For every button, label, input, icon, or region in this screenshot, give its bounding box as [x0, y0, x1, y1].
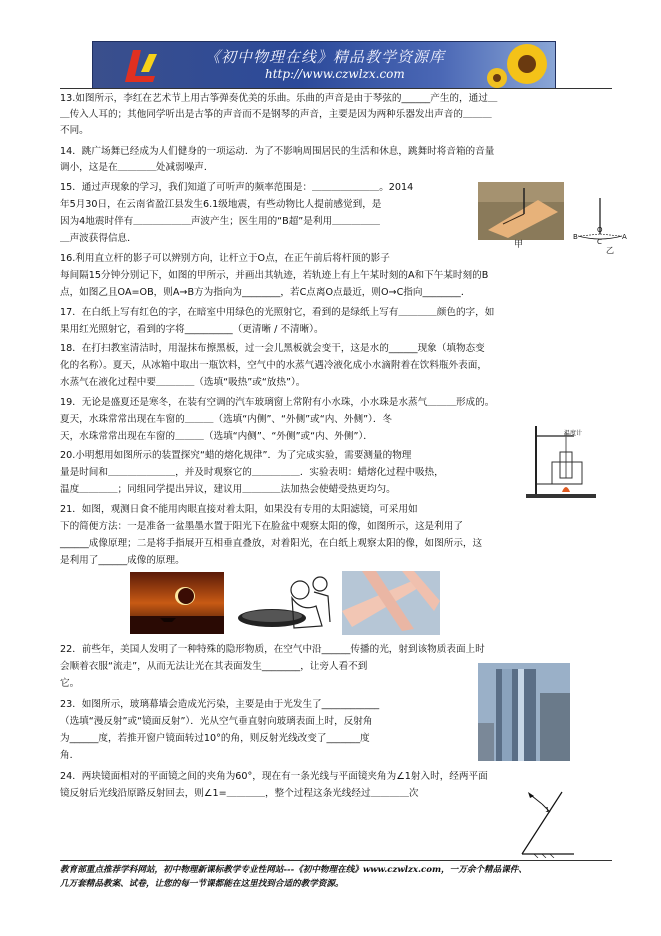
q15-line-3: 因为4地震时伴有＿＿＿＿＿＿声波产生；医生用的“B超”是利用＿＿＿＿＿: [60, 216, 381, 227]
q24-line-2: 镜反射后光线沿原路反射回去，则∠1=＿＿＿＿，整个过程这条光线经过＿＿＿＿次: [60, 788, 419, 799]
footer-line-2: 几万套精品教案、试卷，让您的每一节课都能在这里找到合适的教学资源。: [60, 879, 344, 889]
q19-line-2: 夏天，水珠常常出现在车窗的＿＿＿（选填“内侧”、“外侧”或“内、外侧”）．冬: [60, 414, 393, 425]
fig16-label-jia: 甲: [514, 240, 524, 250]
q20-line-3: 温度＿＿＿＿；同组同学提出异议，建议用＿＿＿＿法加热会使蜡受热更均匀。: [60, 484, 396, 495]
q22-line-2: 会顺着衣服“流走”，从而无法让光在其表面发生________，让旁人看不到: [60, 661, 368, 672]
fig16-label-yi: 乙: [606, 246, 614, 255]
q22-line-1: 22．前些年，美国人发明了一种特殊的隐形物质，在空气中沿______传播的光，射到该物质表面上时: [60, 644, 485, 655]
q21-line-4: 是利用了______成像的原理。: [60, 555, 185, 566]
q15-line-4: ＿声波获得信息．: [60, 233, 137, 244]
q18-line-2: 化的名称）。夏天，从冰箱中取出一瓶饮料，空气中的水蒸气遇冷液化成小水滴附着在饮料瓶外表面，: [60, 360, 487, 371]
basin-observation-drawing: [232, 572, 336, 634]
q17-line-2: 果用红光照射它，看到的字将__________（更清晰 / 不清晰）。: [60, 324, 324, 335]
q21-line-2: 下的简便方法：一是准备一盆墨墨水置于阳光下在脸盆中观察太阳的像，如图所示，这是利用了: [60, 521, 463, 532]
fig16-label-o: O: [597, 226, 603, 234]
q23-line-2: （选填“漫反射”或“镜面反射”）．光从空气垂直射向玻璃表面上时，反射角: [60, 716, 373, 727]
q20-line-2: 量是时间和＿＿＿＿＿＿＿，并及时观察它的＿＿＿＿＿．实验表明：蜡熔化过程中吸热，: [60, 467, 444, 478]
q18-line-1: 18．在打扫教室清洁时，用湿抹布擦黑板，过一会儿黑板就会变干，这是水的______现象（填物态变: [60, 343, 485, 354]
q20-line-1: 20.小明想用如图所示的装置探究“蜡的熔化规律”．为了完成实验，需要测量的物理: [60, 450, 412, 461]
sunflower-image: [485, 42, 555, 88]
q22-line-3: 它。: [60, 678, 80, 689]
q23-line-4: 角．: [60, 750, 80, 761]
q13-line-2: ＿传入人耳的；其他同学听出是古筝的声音而不是钢琴的声音，主要是因为两种乐器发出声音的＿＿＿: [60, 109, 492, 120]
header-banner: [92, 41, 556, 89]
q23-line-3: 为______度，若推开窗户镜面转过10°的角，则反射光线改变了_______度: [60, 733, 370, 744]
fig20-label-thermometer: 温度计: [564, 430, 583, 437]
q23-line-1: 23．如图所示，玻璃幕墙会造成光污染，主要是由于光发生了____________: [60, 699, 380, 710]
footer-line-1: 教育部重点推荐学科网站，初中物理新课标教学专业性网站---《初中物理在线》www.czwlzx.com，一万余个精品课件、: [60, 865, 527, 875]
q15-line-2: 年5月30日，在云南省盈江县发生6.1级地震，有些动物比人提前感觉到，是: [60, 199, 382, 210]
q16-line-2: 每间隔15分钟分别记下，如图的甲所示，并画出其轨迹，若轨迹上有上午某时刻的A和下午某时刻的B: [60, 270, 489, 281]
fig16-label-c: C: [597, 238, 602, 246]
q19-line-1: 19．无论是盛夏还是寒冬，在装有空调的汽车玻璃窗上常附有小水珠，小水珠是水蒸气＿＿＿形成的。: [60, 397, 495, 408]
q21-line-1: 21．如图，观测日食不能用肉眼直接对着太阳，如果没有专用的太阳滤镜，可采用如: [60, 504, 418, 515]
q24-line-1: 24．两块镜面相对的平面镜之间的夹角为60°，现在有一条光线与平面镜夹角为∠1射入时，经两平面: [60, 771, 488, 782]
q15-line-1: 15．通过声现象的学习，我们知道了可听声的频率范围是：＿＿＿＿＿＿＿。2014: [60, 182, 414, 193]
q17-line-1: 17．在白纸上写有红色的字，在暗室中用绿色的光照射它，看到的是绿纸上写有＿＿＿＿颜色的字，如: [60, 307, 495, 318]
header-rule: [60, 88, 612, 89]
fig16-label-b: B: [573, 233, 578, 241]
glass-building-photo: [478, 663, 570, 761]
q19-line-3: 天，水珠常常出现在车窗的＿＿＿（选填“内侧”、“外侧”或“内、外侧”）．: [60, 431, 373, 442]
eclipse-photo: [130, 572, 224, 634]
q13-line-1: 13.如图所示，李红在艺术节上用古筝弹奏优美的乐曲。乐曲的声音是由于琴弦的______产生的，通过＿: [60, 93, 498, 104]
site-logo-icon: [111, 42, 171, 88]
q21-line-3: ______成像原理；二是将手指展开互相垂直叠放，对着阳光，在白纸上观察太阳的像，如图所示，这: [60, 538, 483, 549]
fig16-label-a: A: [622, 233, 627, 241]
q18-line-3: 水蒸气在液化过程中要＿＿＿＿（选填“吸热”或“放热”）。: [60, 377, 306, 388]
wax-melting-apparatus: [522, 422, 602, 500]
site-url: http://www.czwlzx.com: [265, 67, 405, 81]
fig24-label-angle: 1: [545, 806, 550, 814]
q16-line-3: 点，如图乙且OA=OB，则A→B方为指向为________，若C点离O点最近，则O→C指向________．: [60, 287, 471, 298]
two-mirrors-diagram: [504, 786, 584, 858]
crossed-hands-photo: [342, 571, 440, 635]
q14-line-1: 14．跳广场舞已经成为人们健身的一项运动．为了不影响周围居民的生活和休息，跳舞时将音箱的音量: [60, 146, 495, 157]
shadow-stick-photo: [478, 182, 564, 240]
site-title: 《初中物理在线》精品教学资源库: [205, 48, 446, 66]
q16-line-1: 16.利用直立杆的影子可以辨别方向，让杆立于O点，在正午前后将杆顶的影子: [60, 253, 390, 264]
footer-rule: [60, 860, 612, 861]
q13-line-3: 不同。: [60, 125, 89, 136]
q14-line-2: 调小，这是在＿＿＿＿处减弱噪声．: [60, 162, 214, 173]
